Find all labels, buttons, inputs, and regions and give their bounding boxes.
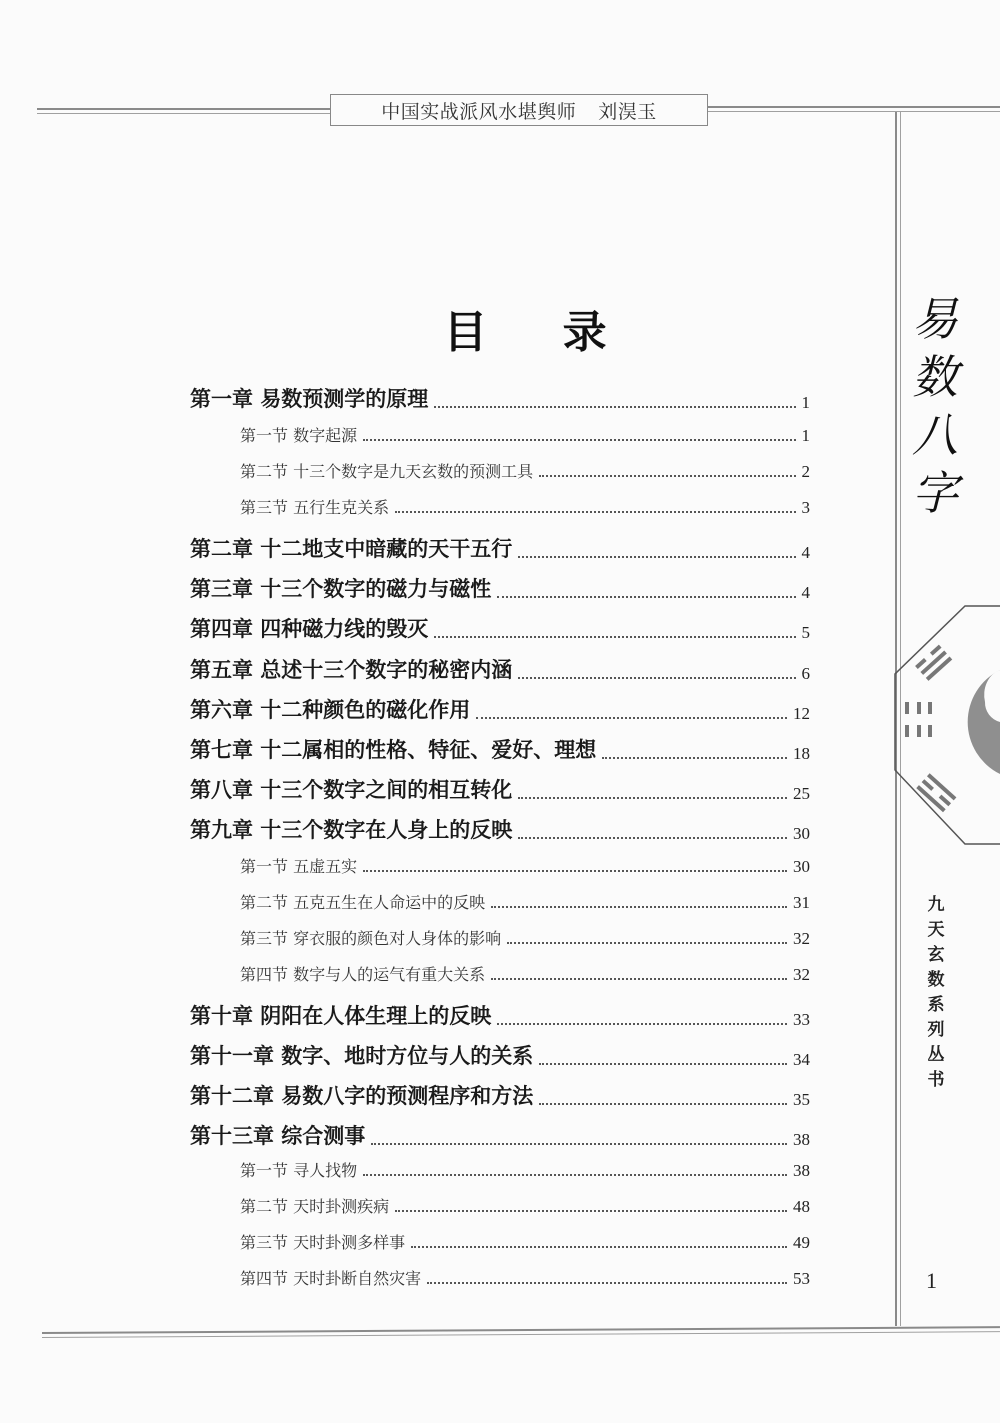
toc-entry-label: 第四节 天时卦断自然灾害 (240, 1269, 422, 1288)
toc-entry-page: 32 (793, 929, 810, 948)
toc-entry-page: 25 (793, 784, 810, 803)
toc-entry-page: 49 (793, 1233, 810, 1252)
spine-char: 易 (912, 292, 958, 346)
header-rule-left (37, 108, 330, 110)
series-char: 玄 (927, 945, 945, 965)
toc-entry-page: 38 (793, 1161, 810, 1180)
toc-entry-page: 4 (801, 543, 810, 562)
toc-title: 目 录 (443, 307, 637, 358)
toc-entry-page: 12 (793, 704, 810, 723)
series-char: 书 (927, 1070, 945, 1090)
toc-chapter-entry[interactable] (190, 1040, 810, 1070)
toc-entry-page: 5 (801, 623, 810, 642)
dot-leader (363, 870, 787, 872)
dot-leader (427, 1282, 787, 1284)
toc-entry-label: 第三节 穿衣服的颜色对人身体的影响 (240, 929, 502, 948)
series-name (924, 893, 948, 1093)
series-char: 列 (927, 1020, 945, 1040)
dot-leader (518, 797, 787, 799)
series-char: 数 (927, 970, 945, 990)
toc-entry-page: 48 (793, 1197, 810, 1216)
toc-chapter-entry[interactable] (190, 573, 810, 603)
toc-entry-label: 第一章 易数预测学的原理 (190, 387, 429, 411)
dot-leader (363, 439, 795, 441)
toc-entry-label: 第三节 五行生克关系 (240, 498, 390, 517)
toc-section-entry[interactable] (240, 926, 810, 949)
dot-leader (434, 636, 795, 638)
toc-section-entry[interactable] (240, 1230, 810, 1253)
dot-leader (476, 717, 787, 719)
toc-section-entry[interactable] (240, 495, 810, 518)
toc-entry-label: 第二节 天时卦测疾病 (240, 1197, 390, 1216)
dot-leader (363, 1174, 787, 1176)
dot-leader (539, 475, 795, 477)
toc-entry-label: 第一节 寻人找物 (240, 1161, 358, 1180)
toc-section-entry[interactable] (240, 1266, 810, 1289)
toc-entry-page: 4 (801, 583, 810, 602)
toc-section-entry[interactable] (240, 423, 810, 446)
series-char: 九 (927, 895, 945, 915)
page-number: 1 (926, 1268, 937, 1293)
series-char: 系 (927, 995, 945, 1015)
toc-entry-page: 3 (801, 498, 810, 517)
spine-char: 八 (912, 408, 958, 462)
toc-entry-label: 第十三章 综合测事 (190, 1124, 366, 1148)
toc-entry-label: 第五章 总述十三个数字的秘密内涵 (190, 658, 513, 682)
toc-entry-label: 第十一章 数字、地时方位与人的关系 (190, 1044, 534, 1068)
toc-entry-page: 30 (793, 857, 810, 876)
dot-leader (395, 511, 795, 513)
toc-chapter-entry[interactable] (190, 1080, 810, 1110)
toc-chapter-entry[interactable] (190, 533, 810, 563)
toc-section-entry[interactable] (240, 459, 810, 482)
toc-entry-page: 31 (793, 893, 810, 912)
series-char: 天 (927, 920, 945, 940)
toc-entry-label: 第八章 十三个数字之间的相互转化 (190, 778, 513, 802)
dot-leader (518, 677, 795, 679)
toc-chapter-entry[interactable] (190, 613, 810, 643)
header-rule-left-thin (37, 113, 330, 114)
toc-entry-label: 第一节 数字起源 (240, 426, 358, 445)
header-title: 中国实战派风水堪舆师 (381, 100, 577, 123)
dot-leader (491, 906, 787, 908)
toc-entry-label: 第二节 五克五生在人命运中的反映 (240, 893, 486, 912)
toc-entry-page: 18 (793, 744, 810, 763)
dot-leader (371, 1143, 787, 1145)
dot-leader (395, 1210, 787, 1212)
spine-char: 数 (912, 350, 958, 404)
toc-entry-label: 第九章 十三个数字在人身上的反映 (190, 818, 513, 842)
dot-leader (507, 942, 787, 944)
toc-chapter-entry[interactable] (190, 1120, 810, 1150)
toc-entry-label: 第一节 五虚五实 (240, 857, 358, 876)
toc-entry-page: 30 (793, 824, 810, 843)
dot-leader (539, 1103, 787, 1105)
running-header (330, 94, 708, 126)
toc-entry-label: 第二节 十三个数字是九天玄数的预测工具 (240, 462, 534, 481)
bagua-taiji-icon (893, 602, 1000, 848)
dot-leader (497, 596, 795, 598)
toc-entry-label: 第四章 四种磁力线的毁灭 (190, 617, 429, 641)
toc-chapter-entry[interactable] (190, 1000, 810, 1030)
toc-entry-page: 53 (793, 1269, 810, 1288)
toc-entry-page: 34 (793, 1050, 810, 1069)
header-author: 刘淏玉 (598, 100, 657, 123)
toc-entry-page: 38 (793, 1130, 810, 1149)
toc-chapter-entry[interactable] (190, 694, 810, 724)
toc-chapter-entry[interactable] (190, 654, 810, 684)
toc-chapter-entry[interactable] (190, 734, 810, 764)
dot-leader (518, 556, 795, 558)
toc-entry-label: 第四节 数字与人的运气有重大关系 (240, 965, 486, 984)
toc-section-entry[interactable] (240, 962, 810, 985)
toc-chapter-entry[interactable] (190, 383, 810, 413)
toc-entry-page: 2 (801, 462, 810, 481)
spine-book-title (905, 290, 965, 522)
toc-entry-page: 35 (793, 1090, 810, 1109)
toc-entry-label: 第七章 十二属相的性格、特征、爱好、理想 (190, 738, 597, 762)
dot-leader (411, 1246, 787, 1248)
toc-entry-label: 第十章 阴阳在人体生理上的反映 (190, 1004, 492, 1028)
toc-section-entry[interactable] (240, 890, 810, 913)
dot-leader (491, 978, 787, 980)
header-rule-right-thin (707, 111, 1000, 112)
series-char: 丛 (927, 1045, 945, 1065)
toc-entry-page: 1 (801, 393, 810, 412)
dot-leader (497, 1023, 787, 1025)
toc-entry-page: 6 (801, 664, 810, 683)
toc-section-entry[interactable] (240, 1194, 810, 1217)
toc-entry-label: 第十二章 易数八字的预测程序和方法 (190, 1084, 534, 1108)
toc-entry-label: 第六章 十二种颜色的磁化作用 (190, 698, 471, 722)
toc-entry-page: 1 (801, 426, 810, 445)
toc-entry-label: 第二章 十二地支中暗藏的天干五行 (190, 537, 513, 561)
toc-entry-page: 33 (793, 1010, 810, 1029)
toc-chapter-entry[interactable] (190, 774, 810, 804)
toc-section-entry[interactable] (240, 1158, 810, 1181)
toc-entry-label: 第三章 十三个数字的磁力与磁性 (190, 577, 492, 601)
toc-chapter-entry[interactable] (190, 814, 810, 844)
spine-char: 字 (912, 466, 958, 520)
dot-leader (518, 837, 787, 839)
dot-leader (434, 406, 795, 408)
dot-leader (539, 1063, 787, 1065)
toc-entry-label: 第三节 天时卦测多样事 (240, 1233, 406, 1252)
toc-section-entry[interactable] (240, 854, 810, 877)
dot-leader (602, 757, 787, 759)
toc-entry-page: 32 (793, 965, 810, 984)
header-rule-right (707, 106, 1000, 108)
